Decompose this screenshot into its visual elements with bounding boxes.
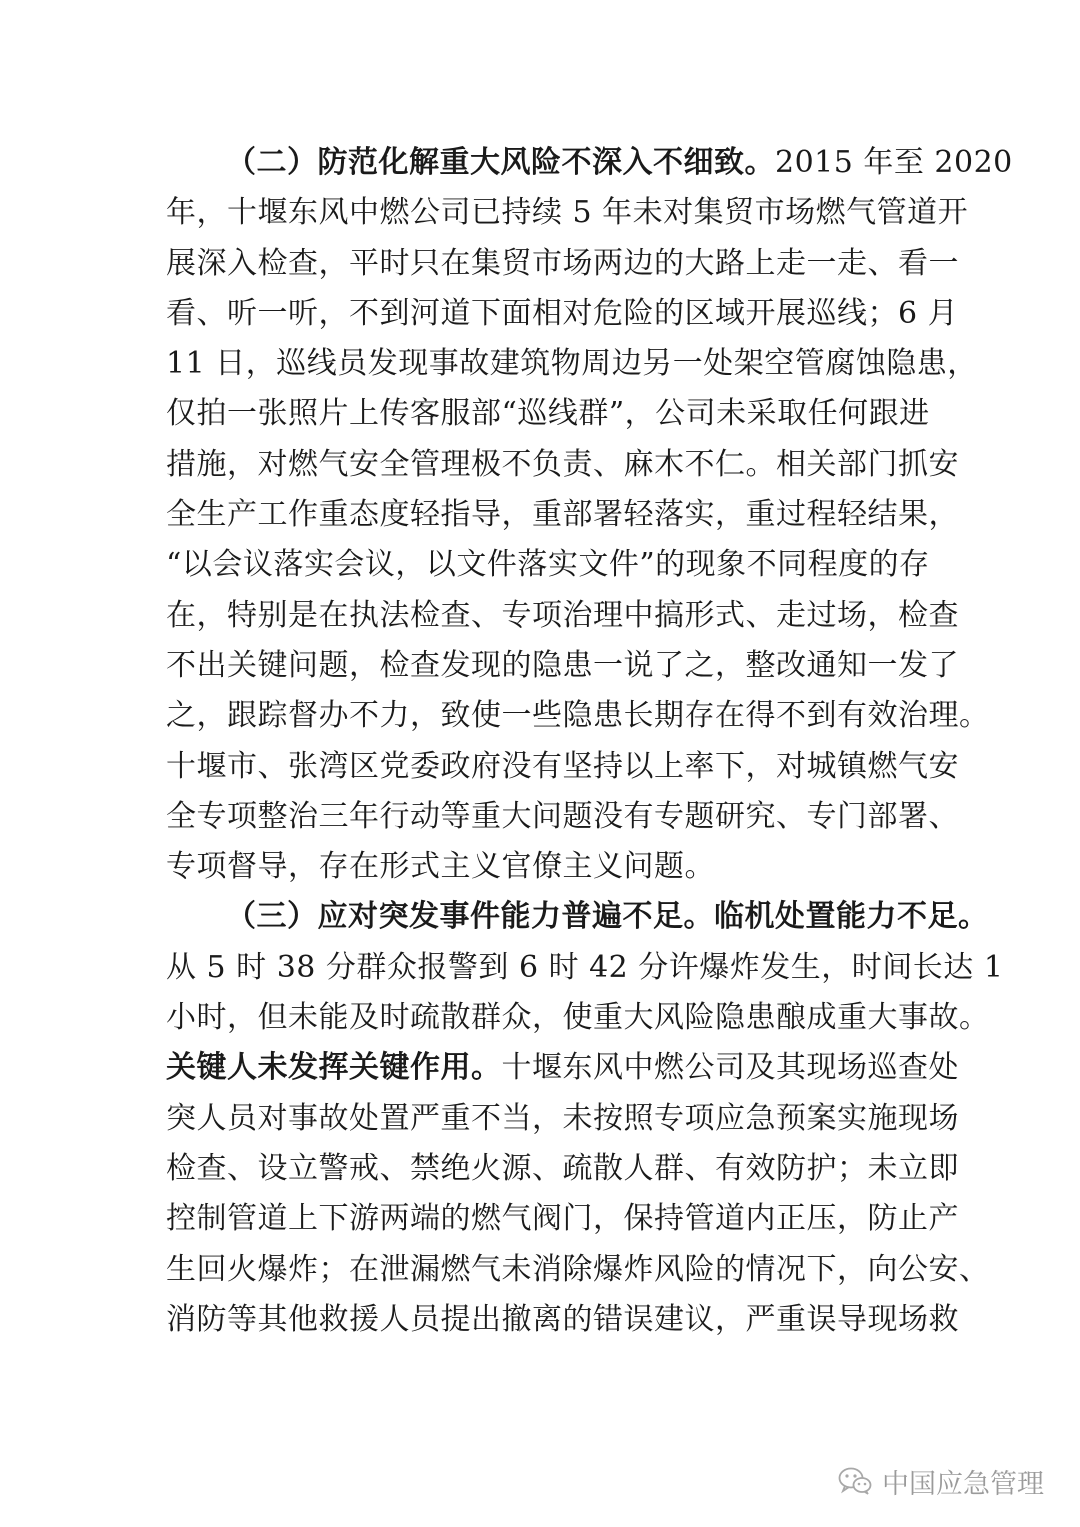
text-line — [166, 943, 1004, 993]
line-text: 从 5 时 38 分群众报警到 6 时 42 分许爆炸发生，时间长达 1 — [166, 949, 1004, 985]
text-line — [166, 339, 978, 389]
document-body — [166, 138, 1013, 1345]
text-line — [166, 993, 990, 1043]
bold-heading: （三）应对突发事件能力普遍不足。临机处置能力不足。 — [226, 899, 989, 935]
text-line — [166, 289, 959, 339]
line-text: 消防等其他救援人员提出撤离的错误建议，严重误导现场救 — [166, 1301, 959, 1337]
text-line — [166, 641, 959, 691]
line-text: 在，特别是在执法检查、专项治理中搞形式、走过场，检查 — [166, 597, 959, 633]
line-text: “以会议落实会议，以文件落实文件”的现象不同程度的存 — [166, 547, 930, 583]
line-text: 不出关键问题，检查发现的隐患一说了之，整改通知一发了 — [166, 647, 959, 683]
text-line — [166, 540, 930, 590]
text-line — [166, 691, 990, 741]
line-text: 十堰东风中燃公司及其现场巡查处 — [501, 1050, 959, 1086]
bold-heading: 关键人未发挥关键作用。 — [166, 1050, 502, 1086]
line-text: 突人员对事故处置严重不当，未按照专项应急预案实施现场 — [166, 1100, 959, 1136]
line-text: 检查、设立警戒、禁绝火源、疏散人群、有效防护；未立即 — [166, 1150, 959, 1186]
text-line — [166, 1194, 959, 1244]
line-text: 年，十堰东风中燃公司已持续 5 年未对集贸市场燃气管道开 — [166, 195, 969, 231]
text-line — [166, 1043, 959, 1093]
text-line — [166, 842, 918, 892]
line-text: 仅拍一张照片上传客服部“巡线群”，公司未采取任何跟进 — [166, 396, 930, 432]
text-line — [166, 742, 959, 792]
line-text: 专项督导，存在形式主义官僚主义问题。 — [166, 849, 715, 885]
watermark-text: 中国应急管理 — [882, 1468, 1044, 1500]
text-line — [166, 1094, 959, 1144]
text-line — [166, 188, 969, 238]
line-text: 之，跟踪督办不力，致使一些隐患长期存在得不到有效治理。 — [166, 698, 990, 734]
line-text: 十堰市、张湾区党委政府没有坚持以上率下，对城镇燃气安 — [166, 748, 959, 784]
text-line — [166, 490, 959, 540]
line-text: 全专项整治三年行动等重大问题没有专题研究、专门部署、 — [166, 798, 959, 834]
text-line — [166, 792, 959, 842]
text-line — [166, 1295, 959, 1345]
line-text: 生回火爆炸；在泄漏燃气未消除爆炸风险的情况下，向公安、 — [166, 1251, 990, 1287]
text-line — [166, 239, 959, 289]
line-text: 措施，对燃气安全管理极不负责、麻木不仁。相关部门抓安 — [166, 446, 959, 482]
line-text: 11 日，巡线员发现事故建筑物周边另一处架空管腐蚀隐患， — [166, 346, 978, 382]
text-line — [166, 138, 1013, 188]
bold-heading: （二）防范化解重大风险不深入不细致。 — [226, 145, 775, 180]
line-text: 控制管道上下游两端的燃气阀门，保持管道内正压，防止产 — [166, 1201, 959, 1237]
line-text: 展深入检查，平时只在集贸市场两边的大路上走一走、看一 — [166, 245, 959, 281]
text-line — [166, 440, 959, 490]
text-line — [166, 1245, 990, 1295]
line-text: 全生产工作重态度轻指导，重部署轻落实，重过程轻结果， — [166, 497, 959, 533]
text-line — [166, 389, 930, 439]
line-text: 小时，但未能及时疏散群众，使重大风险隐患酿成重大事故。 — [166, 1000, 990, 1036]
text-line — [166, 892, 989, 942]
wechat-icon — [838, 1466, 872, 1496]
text-line — [166, 591, 959, 641]
watermark — [838, 1459, 1044, 1503]
text-line — [166, 1144, 959, 1194]
line-text: 2015 年至 2020 — [775, 145, 1013, 180]
line-text: 看、听一听，不到河道下面相对危险的区域开展巡线；6 月 — [166, 295, 959, 331]
